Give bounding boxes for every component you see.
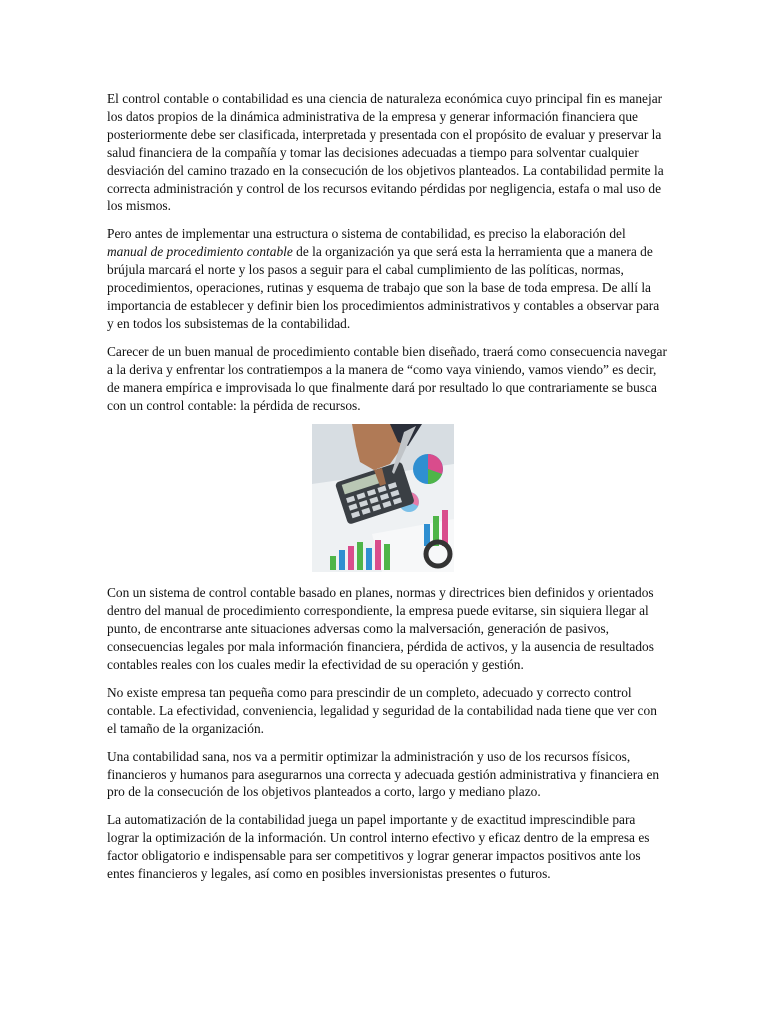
paragraph-manual-text-start: Pero antes de implementar una estructura o sistema de contabilidad, es preciso la elaboración del: [107, 226, 626, 242]
paragraph-consequence: Carecer de un buen manual de procedimiento contable bien diseñado, traerá como consecuencia navegar a la deriva y enfrentar los contratiempos a la manera de “como vaya viniendo, vamos viendo” es decir, de manera empírica e improvisada lo que finalmente dará por resultado lo que contrariamente se busca con un control contable: la pérdida de recursos.: [107, 343, 667, 413]
paragraph-system: Con un sistema de control contable basado en planes, normas y directrices bien definidos y orientados dentro del manual de procedimiento correspondiente, la empresa puede evitarse, sin siquiera llegar al punto, de encontrarse ante situaciones adversas como la malversación, generación de pasivos, consecuencias legales por mala información financiera, pérdida de activos, y la ausencia de resultados contables reales con los cuales medir la efectividad de su operación y gestión.: [107, 585, 654, 673]
paragraph-healthy-accounting: Una contabilidad sana, nos va a permitir optimizar la administración y uso de los recursos físicos, financieros y humanos para asegurarnos una correcta y adecuada gestión administrativa y financiera en pro de la consecución de los objetivos planteados a corto, largo y mediano plazo.: [107, 748, 660, 800]
paragraph-automation: La automatización de la contabilidad juega un papel importante y de exactitud imprescindible para lograr la optimización de la información. Un control interno efectivo y eficaz dentro de la empresa es factor obligatorio e indispensable para ser competitivos y lograr generar impactos positivos ante los entes financieros y legales, así como en posibles inversionistas presentes o futuros.: [107, 812, 650, 882]
paragraph-manual: [107, 225, 667, 332]
document-body: [107, 90, 667, 893]
paragraph-intro: El control contable o contabilidad es una ciencia de naturaleza económica cuyo principal fin es manejar los datos propios de la dinámica administrativa de la empresa y generar información financiera que posteriormente debe ser clasificada, interpretada y presentada con el propósito de evaluar y preservar la salud financiera de la compañía y tomar las decisiones adecuadas a tiempo para solventar cualquier desviación del camino trazado en la consecución de los objetivos planteados. La contabilidad permite la correcta administración y control de los recursos evitando pérdidas por negligencia, estafa o mal uso de los mismos.: [107, 91, 664, 214]
manual-emphasis: manual de procedimiento contable: [107, 244, 293, 260]
figure: [107, 424, 667, 572]
paragraph-manual-text-end: de la organización ya que será esta la herramienta que a manera de brújula marcará el norte y los pasos a seguir para el cabal cumplimiento de las políticas, normas, procedimientos, operaciones, rutinas y esquema de trabajo que son la base de toda empresa. De allí la importancia de establecer y definir bien los procedimientos administrativos y contables a observar para y en todos los subsistemas de la contabilidad.: [107, 244, 660, 331]
paragraph-small-business: No existe empresa tan pequeña como para prescindir de un completo, adecuado y correcto control contable. La efectividad, conveniencia, legalidad y seguridad de la contabilidad nada tiene que ver con el tamaño de la organización.: [107, 684, 657, 736]
calculator-charts-photo-icon: [312, 424, 454, 572]
